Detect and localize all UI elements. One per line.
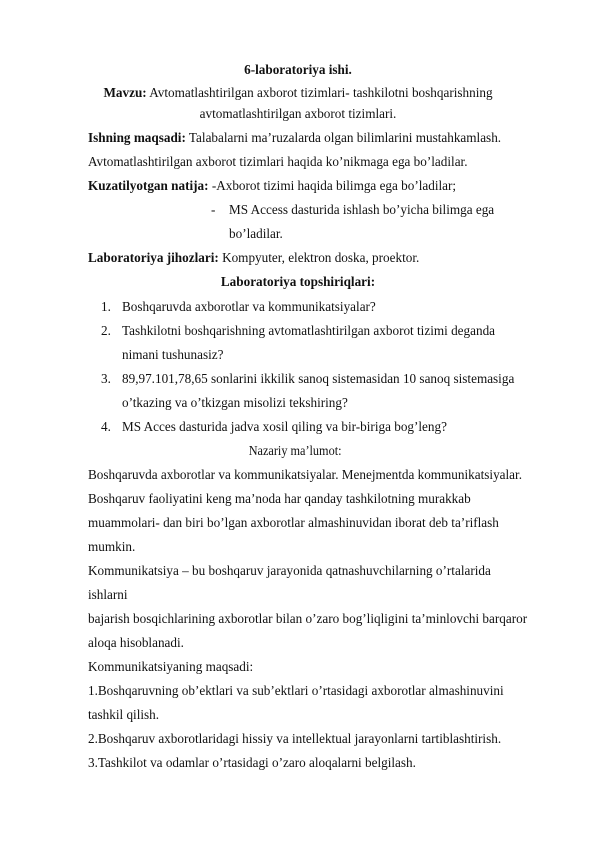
task-4-num: 4. bbox=[101, 419, 111, 434]
theory-text: tashkil qilish. bbox=[88, 707, 160, 722]
task-2-text-1: Tashkilotni boshqarishning avtomatlashtirilgan axborot tizimi deganda bbox=[122, 323, 496, 338]
task-item bbox=[122, 321, 495, 340]
theory-line bbox=[88, 681, 504, 700]
theory-text: Kommunikatsiyaning maqsadi: bbox=[88, 659, 254, 674]
equipment-line bbox=[88, 248, 419, 267]
theory-line bbox=[88, 729, 501, 748]
theory-text: Boshqaruvda axborotlar va kommunikatsiyalar. Menejmentda kommunikatsiyalar. bbox=[88, 467, 522, 482]
theory-line bbox=[88, 609, 527, 628]
theory-heading bbox=[0, 441, 590, 460]
goal-text-1: Talabalarni ma’ruzalarda olgan bilimlarini mustahkamlash. bbox=[185, 130, 502, 145]
task-item bbox=[122, 417, 447, 436]
theory-line bbox=[88, 633, 184, 652]
theory-line bbox=[88, 513, 499, 532]
task-4-text: MS Acces dasturida jadva xosil qiling va bir-biriga bog’leng? bbox=[122, 419, 447, 434]
theory-line bbox=[88, 657, 253, 676]
task-3-text-1: 89,97.101,78,65 sonlarini ikkilik sanoq sistemasidan 10 sanoq sistemasiga bbox=[122, 371, 515, 386]
expected-line-1 bbox=[88, 176, 456, 195]
task-number bbox=[101, 417, 111, 436]
task-number bbox=[101, 321, 111, 340]
theory-text: 2.Boshqaruv axborotlaridagi hissiy va intellektual jarayonlarni tartiblashtirish. bbox=[88, 731, 502, 746]
theory-text: mumkin. bbox=[88, 539, 136, 554]
theory-text: ishlarni bbox=[88, 587, 128, 602]
expected-label: Kuzatilyotgan natija: bbox=[88, 178, 209, 193]
task-item bbox=[122, 297, 376, 316]
expected-bullet-line-2 bbox=[229, 224, 283, 243]
theory-line bbox=[88, 561, 491, 580]
expected-text-1: -Axborot tizimi haqida bilimga ega bo’ladilar; bbox=[208, 178, 457, 193]
theory-text: 3.Tashkilot va odamlar o’rtasidagi o’zaro aloqalarni belgilash. bbox=[88, 755, 416, 770]
topic-line-1 bbox=[0, 83, 596, 102]
theory-text: Boshqaruv faoliyatini keng ma’noda har qanday tashkilotning murakkab bbox=[88, 491, 471, 506]
bullet-dash: - bbox=[211, 202, 216, 217]
expected-bullet-text-1: MS Access dasturida ishlash bo’yicha bilimga ega bbox=[229, 202, 495, 217]
theory-text: bajarish bosqichlarining axborotlar bilan o’zaro bog’liqligini ta’minlovchi barqaror bbox=[88, 611, 528, 626]
equipment-text: Kompyuter, elektron doska, proektor. bbox=[218, 250, 420, 265]
topic-text-2: avtomatlashtirilgan axborot tizimlari. bbox=[199, 106, 397, 121]
task-item-continuation bbox=[122, 345, 223, 364]
theory-line bbox=[88, 465, 522, 484]
doc-title-text: 6-laboratoriya ishi. bbox=[244, 62, 352, 77]
task-1-num: 1. bbox=[101, 299, 111, 314]
task-number bbox=[101, 297, 111, 316]
goal-label: Ishning maqsadi: bbox=[88, 130, 186, 145]
goal-line-1 bbox=[88, 128, 501, 147]
task-number bbox=[101, 369, 111, 388]
expected-bullet-text-2: bo’ladilar. bbox=[229, 226, 283, 241]
theory-text: Kommunikatsiya – bu boshqaruv jarayonida qatnashuvchilarning o’rtalarida bbox=[88, 563, 491, 578]
task-2-num: 2. bbox=[101, 323, 111, 338]
theory-line bbox=[88, 705, 159, 724]
theory-text: muammolari- dan biri bo’lgan axborotlar almashinuvidan iborat deb ta’riflash bbox=[88, 515, 499, 530]
goal-line-2 bbox=[88, 152, 468, 171]
theory-line bbox=[88, 585, 128, 604]
task-item-continuation bbox=[122, 393, 348, 412]
topic-text-1: Avtomatlashtirilgan axborot tizimlari- tashkilotni boshqarishning bbox=[146, 85, 493, 100]
doc-title bbox=[0, 60, 596, 79]
tasks-heading bbox=[0, 272, 596, 291]
task-1-text: Boshqaruvda axborotlar va kommunikatsiyalar? bbox=[122, 299, 376, 314]
theory-text: aloqa hisoblanadi. bbox=[88, 635, 184, 650]
theory-line bbox=[88, 753, 416, 772]
topic-label: Mavzu: bbox=[103, 85, 147, 100]
task-3-num: 3. bbox=[101, 371, 111, 386]
task-3-text-2: o’tkazing va o’tkizgan misolizi tekshiring? bbox=[122, 395, 348, 410]
theory-text: 1.Boshqaruvning ob’ektlari va sub’ektlari o’rtasidagi axborotlar almashinuvini bbox=[88, 683, 504, 698]
task-2-text-2: nimani tushunasiz? bbox=[122, 347, 224, 362]
expected-bullet-line-1 bbox=[229, 200, 494, 219]
theory-heading-text: Nazariy ma’lumot: bbox=[248, 443, 342, 458]
tasks-heading-text: Laboratoriya topshiriqlari: bbox=[220, 274, 376, 289]
task-item bbox=[122, 369, 514, 388]
expected-bullet-marker bbox=[211, 200, 215, 219]
theory-line bbox=[88, 537, 135, 556]
theory-line bbox=[88, 489, 471, 508]
equipment-label: Laboratoriya jihozlari: bbox=[88, 250, 219, 265]
topic-line-2 bbox=[0, 104, 596, 123]
goal-text-2: Avtomatlashtirilgan axborot tizimlari haqida ko’nikmaga ega bo’ladilar. bbox=[88, 154, 468, 169]
